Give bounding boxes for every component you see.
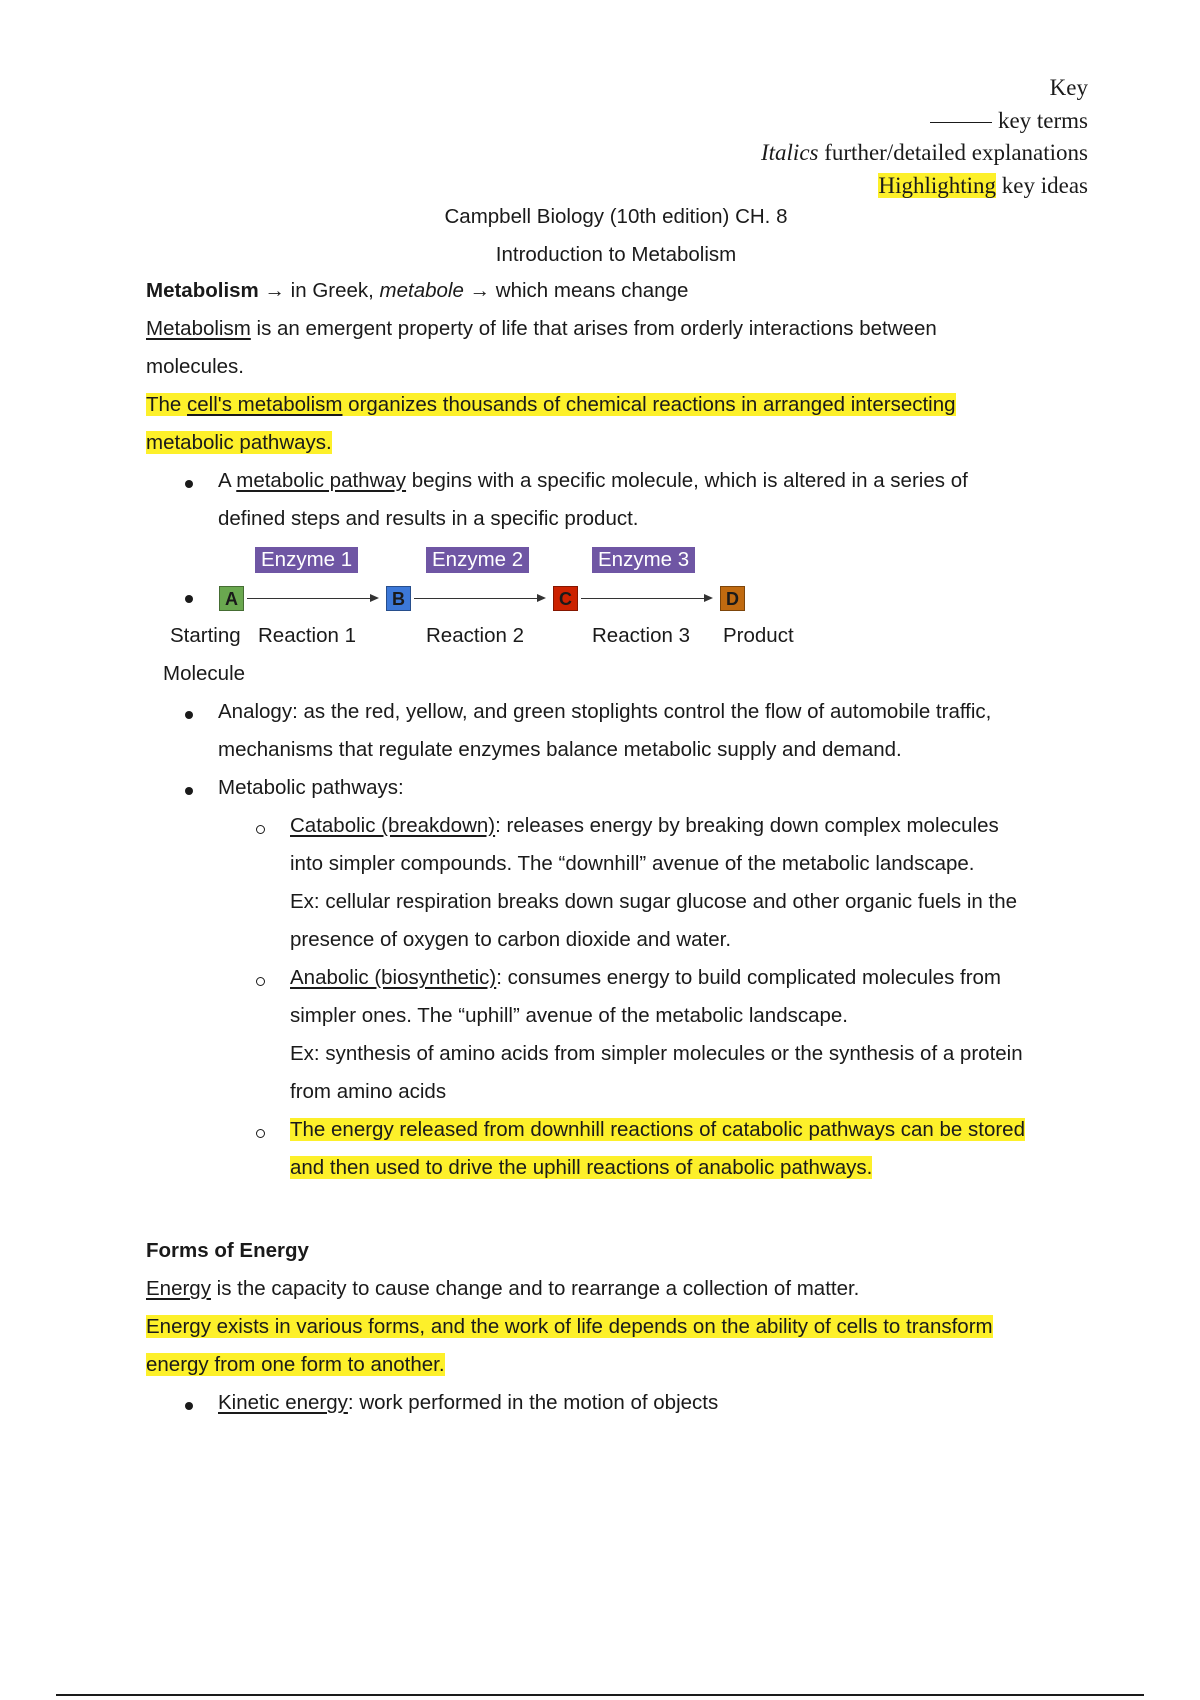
key-idea-highlight <box>146 393 956 416</box>
chapter-title: Introduction to Metabolism <box>495 243 737 266</box>
legend-title: Key <box>1049 75 1088 100</box>
pathway-part-a: A <box>218 469 237 492</box>
reaction-1-label: Reaction 1 <box>258 624 357 647</box>
starting-label: Starting <box>170 624 241 647</box>
energy-key-idea-highlight: Energy exists in various forms, and the work of life depends on the ability of cells to transform <box>146 1315 993 1338</box>
energy-transfer-highlight-cont: and then used to drive the uphill reactions of anabolic pathways. <box>290 1156 873 1179</box>
sub-bullet <box>256 825 265 834</box>
product-d-node: D <box>720 586 745 611</box>
catabolic-text-2: into simpler compounds. The “downhill” avenue of the metabolic landscape. <box>290 852 975 875</box>
catabolic-definition <box>290 807 999 845</box>
pathway-definition-cont: defined steps and results in a specific product. <box>218 507 639 530</box>
etymology-word: metabole <box>379 279 464 302</box>
reaction-2-label: Reaction 2 <box>426 624 525 647</box>
metabolism-definition-cont: molecules. <box>146 355 244 378</box>
metabolism-key-idea <box>146 386 956 424</box>
energy-transfer-key-idea <box>290 1111 1025 1149</box>
bullet <box>185 787 193 795</box>
kinetic-energy-term: Kinetic energy <box>218 1391 348 1414</box>
molecule-label: Molecule <box>163 662 246 685</box>
sub-bullet <box>256 1129 265 1138</box>
sub-bullet <box>256 977 265 986</box>
key-idea-highlight-cont: metabolic pathways. <box>146 431 332 454</box>
catabolic-example: Ex: cellular respiration breaks down sugar glucose and other organic fuels in the <box>290 890 1018 913</box>
etymology-part-b: → which means change <box>463 279 689 302</box>
bullet <box>185 1402 193 1410</box>
analogy-text: Analogy: as the red, yellow, and green stoplights control the flow of automobile traffic, <box>218 700 992 723</box>
forms-of-energy-heading: Forms of Energy <box>146 1239 309 1262</box>
molecule-a-node: A <box>219 586 244 611</box>
cells-metabolism-term: cell's metabolism <box>187 393 343 416</box>
metabolic-pathways-label: Metabolic pathways: <box>218 776 404 799</box>
anabolic-term: Anabolic (biosynthetic) <box>290 966 497 989</box>
key-idea-part-b: organizes thousands of chemical reactions in arranged intersecting <box>342 393 956 416</box>
anabolic-example: Ex: synthesis of amino acids from simpler molecules or the synthesis of a protein <box>290 1042 1023 1065</box>
catabolic-term: Catabolic (breakdown) <box>290 814 496 837</box>
bullet <box>185 595 193 603</box>
catabolic-text: : releases energy by breaking down complex molecules <box>495 814 999 837</box>
legend-italics <box>761 137 1088 170</box>
pathway-definition <box>218 462 968 500</box>
enzyme-3-label: Enzyme 3 <box>592 547 695 573</box>
energy-key-idea-highlight-cont: energy from one form to another. <box>146 1353 445 1376</box>
reaction-3-label: Reaction 3 <box>592 624 691 647</box>
legend-highlight-desc: key ideas <box>1001 172 1088 198</box>
product-label: Product <box>723 624 794 647</box>
enzyme-1-label: Enzyme 1 <box>255 547 358 573</box>
legend-key-terms-label: key terms <box>997 107 1088 133</box>
metabolism-term: Metabolism <box>146 279 259 302</box>
metabolism-etymology <box>146 272 688 310</box>
metabolic-pathway-term: metabolic pathway <box>236 469 407 492</box>
pathway-part-b: begins with a specific molecule, which is altered in a series of <box>406 469 968 492</box>
book-title: Campbell Biology (10th edition) CH. 8 <box>444 205 788 228</box>
underline-sample <box>930 122 992 123</box>
legend <box>761 72 1088 202</box>
arrow-a-b <box>247 598 377 599</box>
anabolic-text: : consumes energy to build complicated molecules from <box>496 966 1002 989</box>
anabolic-definition <box>290 959 1001 997</box>
energy-transfer-key-idea-cont <box>290 1149 872 1187</box>
legend-key-terms <box>761 105 1088 138</box>
metabolism-definition <box>146 310 937 348</box>
catabolic-example-cont: presence of oxygen to carbon dioxide and water. <box>290 928 732 951</box>
anabolic-text-2: simpler ones. The “uphill” avenue of the metabolic landscape. <box>290 1004 848 1027</box>
arrow-c-d <box>581 598 711 599</box>
enzyme-2-label: Enzyme 2 <box>426 547 529 573</box>
anabolic-example-cont: from amino acids <box>290 1080 447 1103</box>
analogy-text-cont: mechanisms that regulate enzymes balance metabolic supply and demand. <box>218 738 902 761</box>
page-bottom-rule <box>56 1694 1144 1696</box>
arrow-b-c <box>414 598 544 599</box>
metabolism-key-term: Metabolism <box>146 317 251 340</box>
kinetic-energy-definition <box>218 1384 718 1422</box>
key-idea-part-a: The <box>146 393 188 416</box>
legend-highlight-word: Highlighting <box>878 172 997 198</box>
legend-italics-word: Italics <box>760 140 819 165</box>
metabolism-key-idea-cont <box>146 424 332 462</box>
molecule-b-node: B <box>386 586 411 611</box>
energy-key-idea-cont <box>146 1346 445 1384</box>
energy-key-idea <box>146 1308 993 1346</box>
energy-term: Energy <box>146 1277 211 1300</box>
bullet <box>185 480 193 488</box>
kinetic-energy-rest: : work performed in the motion of objects <box>347 1391 719 1414</box>
bullet <box>185 711 193 719</box>
energy-definition-rest: is the capacity to cause change and to rearrange a collection of matter. <box>210 1277 860 1300</box>
legend-italics-desc: further/detailed explanations <box>824 140 1088 165</box>
molecule-c-node: C <box>553 586 578 611</box>
energy-transfer-highlight: The energy released from downhill reactions of catabolic pathways can be stored <box>290 1118 1025 1141</box>
etymology-part-a: → in Greek, <box>258 279 380 302</box>
energy-definition <box>146 1270 859 1308</box>
definition-rest: is an emergent property of life that arises from orderly interactions between <box>250 317 937 340</box>
